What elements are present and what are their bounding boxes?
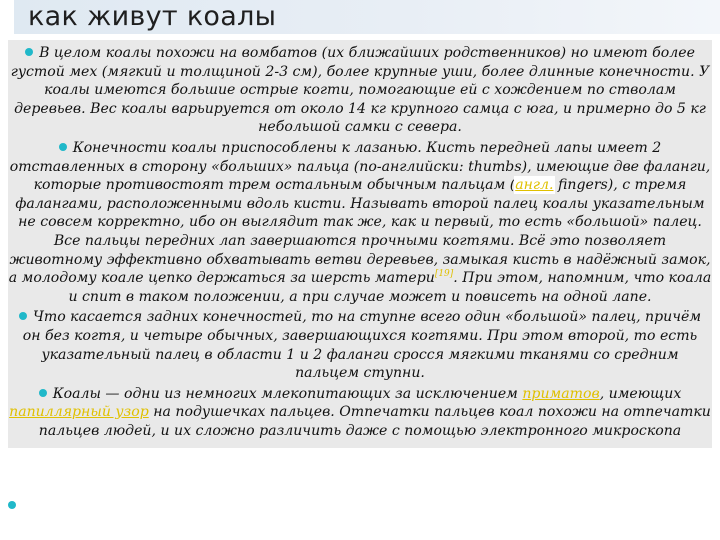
paragraph-text: . При этом, напомним, что коала и спит в таком положении, а при случае может и повисеть на одной лапе. [68, 270, 712, 305]
reference-link[interactable]: [19] [434, 269, 454, 280]
paragraph-text: fingers), с тремя фалангами, расположенными вдоль кисти. Называть второй палец коалы указательным не совсем корректно, ибо он выглядит так же, как и первый, то есть «большой» палец. Все пальцы передних лап завершаются прочными когтями. Всё это позволяет животному эффективно обхватывать ветви деревьев, замыкая кисть в надёжный замок, а молодому коале цепко держаться за шерсть матери [8, 177, 711, 287]
title-bar [14, 0, 720, 34]
paragraph-hind-limbs [8, 308, 712, 382]
paragraph-text: на подушечках пальцев. Отпечатки пальцев коал похожи на отпечатки пальцев людей, и их сложно различить даже с помощью электронного микроскопа [38, 404, 711, 439]
paragraph-text: Что касается задних конечностей, то на ступне всего один «большой» палец, причём он без когтя, и четыре обычных, завершающихся когтями. При этом второй, то есть указательный палец в области 1 и 2 фаланги сросся мягкими тканями со средним пальцем ступни. [22, 309, 702, 382]
paragraph-front-limbs [8, 139, 712, 306]
content-area [8, 40, 712, 448]
link-english[interactable]: англ. [515, 177, 554, 194]
empty-bullet-icon [8, 501, 16, 509]
paragraph-text: , имеющих [599, 385, 682, 402]
link-papillary-pattern[interactable]: папиллярный узор [9, 404, 149, 421]
slide-title: как живут коалы [28, 1, 277, 32]
paragraph-text: В целом коалы похожи на вомбатов (их ближайших родственников) но имеют более густой мех (мягкий и толщиной 2-3 см), более крупные уши, более длинные конечности. У коалы имеются большие острые когти, помогающие ей с хождением по стволам деревьев. Вес коалы варьируется от около 14 кг крупного самца с юга, и примерно до 5 кг небольшой самки с севера. [10, 45, 710, 136]
paragraph-fingerprints [8, 385, 712, 441]
bullet-icon [25, 48, 33, 56]
bullet-icon [59, 143, 67, 151]
paragraph-appearance [8, 44, 712, 137]
bullet-icon [39, 389, 47, 397]
paragraph-text: Коалы — одни из немногих млекопитающих за исключением [52, 385, 523, 402]
paragraph-text: Конечности коалы приспособлены к лазанью. Кисть передней лапы имеет 2 отставленных в сторону «больших» пальца (по-английски: thumbs), имеющие две фаланги, которые противостоят трем остальным обычным пальцам ( [9, 139, 711, 194]
bullet-icon [19, 312, 27, 320]
link-primates[interactable]: приматов [522, 385, 600, 402]
